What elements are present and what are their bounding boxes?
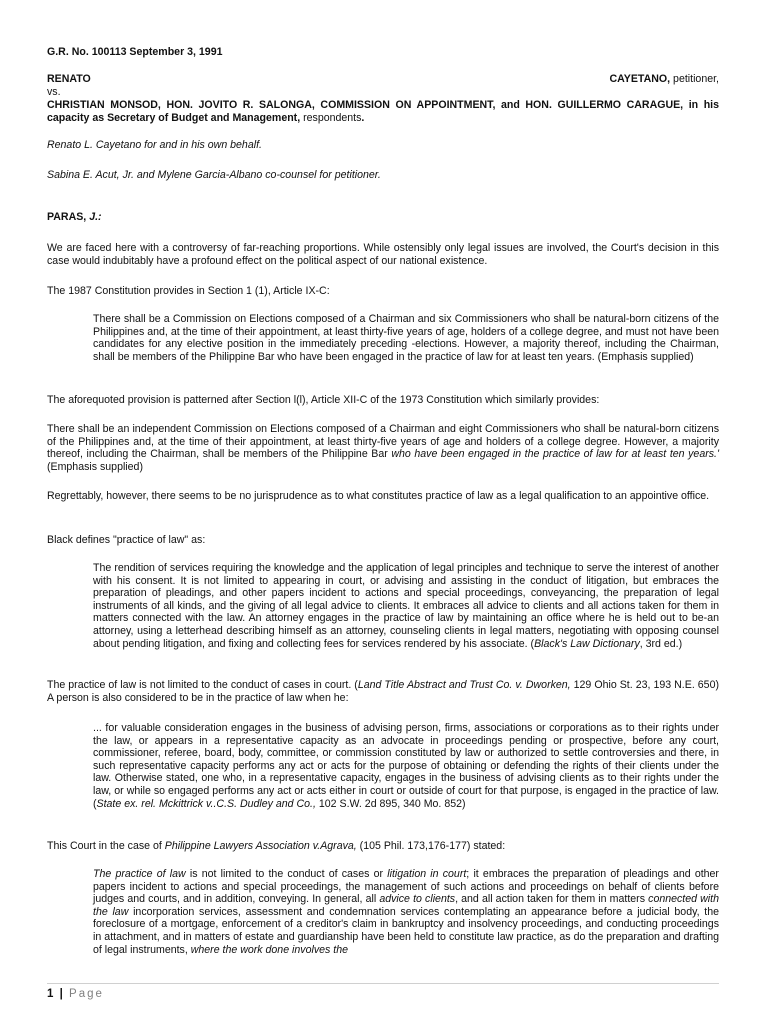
petitioner-right: CAYETANO, petitioner, xyxy=(609,73,719,85)
paragraph-5: Regrettably, however, there seems to be no jurisprudence as to what constitutes practice of law as a legal qualification to an appointive office. xyxy=(47,490,710,502)
quote-1: There shall be a Commission on Elections composed of a Chairman and six Commissioners who shall be natural-born citizens of the Philippines and, at the time of their appointment, at least thirty-five years of age, holders of a college degree, and must not have been candidates for any elective position in the immediately preceding -elections. However, a majority thereof, including the Chairman, shall be members of the Philippine Bar who have been engaged in the practice of law for at least ten years. (Emphasis supplied) xyxy=(93,313,719,363)
petitioner-name: RENATO xyxy=(47,73,91,85)
petitioner-line xyxy=(47,73,719,85)
counsel-line-2: Sabina E. Acut, Jr. and Mylene Garcia-Albano co-counsel for petitioner. xyxy=(47,169,381,181)
paragraph-8: This Court in the case of Philippine Lawyers Association v.Agrava, (105 Phil. 173,176-177) stated: xyxy=(47,840,506,852)
quote-2: The rendition of services requiring the knowledge and the application of legal principles and technique to serve the interest of another with his consent. It is not limited to appearing in court, or advising and assisting in the conduct of litigation, but embraces the preparation of pleadings, and other papers incident to actions and special proceedings, conveyancing, the preparation of legal instruments of all kinds, and the giving of all legal advice to clients. It embraces all advice to clients and all actions taken for them in matters connected with the law. An attorney engages in the practice of law by maintaining an office where he is held out to be-an attorney, using a letterhead describing himself as an attorney, counseling clients in legal matters, negotiating with opposing counsel about pending litigation, and fixing and collecting fees for services rendered by his associate. (Black's Law Dictionary, 3rd ed.) xyxy=(93,562,719,650)
ponente: PARAS, J.: xyxy=(47,211,102,223)
page-footer xyxy=(47,983,719,1000)
paragraph-6: Black defines "practice of law" as: xyxy=(47,534,206,546)
page-number: 1 xyxy=(47,988,54,1000)
quote-3: ... for valuable consideration engages in the business of advising person, firms, associations or corporations as to their rights under the law, or appears in a representative capacity as an advocate in proceedings pending or prospective, before any court, commissioner, referee, board, body, committee, or commission constituted by law or authorized to settle controversies and there, in such representative capacity performs any act or acts for the purpose of obtaining or defending the rights of their clients under the law. Otherwise stated, one who, in a representative capacity, engages in the business of advising clients as to their rights under the law, or while so engaged performs any act or acts either in court or outside of court for that purpose, is engaged in the practice of law. (State ex. rel. Mckittrick v..C.S. Dudley and Co., 102 S.W. 2d 895, 340 Mo. 852) xyxy=(93,722,719,810)
paragraph-1: We are faced here with a controversy of far-reaching proportions. While ostensibly only legal issues are involved, the Court's decision in this case would indubitably have a profound effect on the political aspect of our national existence. xyxy=(47,242,719,267)
respondents: CHRISTIAN MONSOD, HON. JOVITO R. SALONGA, COMMISSION ON APPOINTMENT, and HON. GUILLERMO CARAGUE, in his capacity as Secretary of Budget and Management, respondents. xyxy=(47,99,719,124)
vs-line: vs. xyxy=(47,86,61,98)
case-number: G.R. No. 100113 September 3, 1991 xyxy=(47,46,223,58)
paragraph-2: The 1987 Constitution provides in Section 1 (1), Article IX-C: xyxy=(47,285,330,297)
paragraph-3: The aforequoted provision is patterned after Section l(l), Article XII-C of the 1973 Constitution which similarly provides: xyxy=(47,394,600,406)
footer-separator: | xyxy=(59,988,63,1000)
quote-4: The practice of law is not limited to the conduct of cases or litigation in court; it embraces the preparation of pleadings and other papers incident to actions and special proceedings, the management of such actions and proceedings on behalf of clients before judges and courts, and in addition, conveying. In general, all advice to clients, and all action taken for them in matters connected with the law incorporation services, assessment and condemnation services contemplating an appearance before a judicial body, the foreclosure of a mortgage, enforcement of a creditor's claim in bankruptcy and insolvency proceedings, and conducting proceedings in attachment, and in matters of estate and guardianship have been held to constitute law practice, as do the preparation and drafting of legal instruments, where the work done involves the xyxy=(93,868,719,956)
paragraph-7: The practice of law is not limited to the conduct of cases in court. (Land Title Abstract and Trust Co. v. Dworken, 129 Ohio St. 23, 193 N.E. 650) A person is also considered to be in the practice of law when he: xyxy=(47,679,719,704)
page-word: Page xyxy=(69,988,104,1000)
page-number-label xyxy=(47,988,104,1000)
counsel-line-1: Renato L. Cayetano for and in his own behalf. xyxy=(47,139,262,151)
paragraph-4: There shall be an independent Commission on Elections composed of a Chairman and eight Commissioners who shall be natural-born citizens of the Philippines and, at the time of their appointment, at least thirty-five years of age and holders of a college degree. However, a majority thereof, including the Chairman, shall be members of the Philippine Bar who have been engaged in the practice of law for at least ten years.' (Emphasis supplied) xyxy=(47,423,719,473)
